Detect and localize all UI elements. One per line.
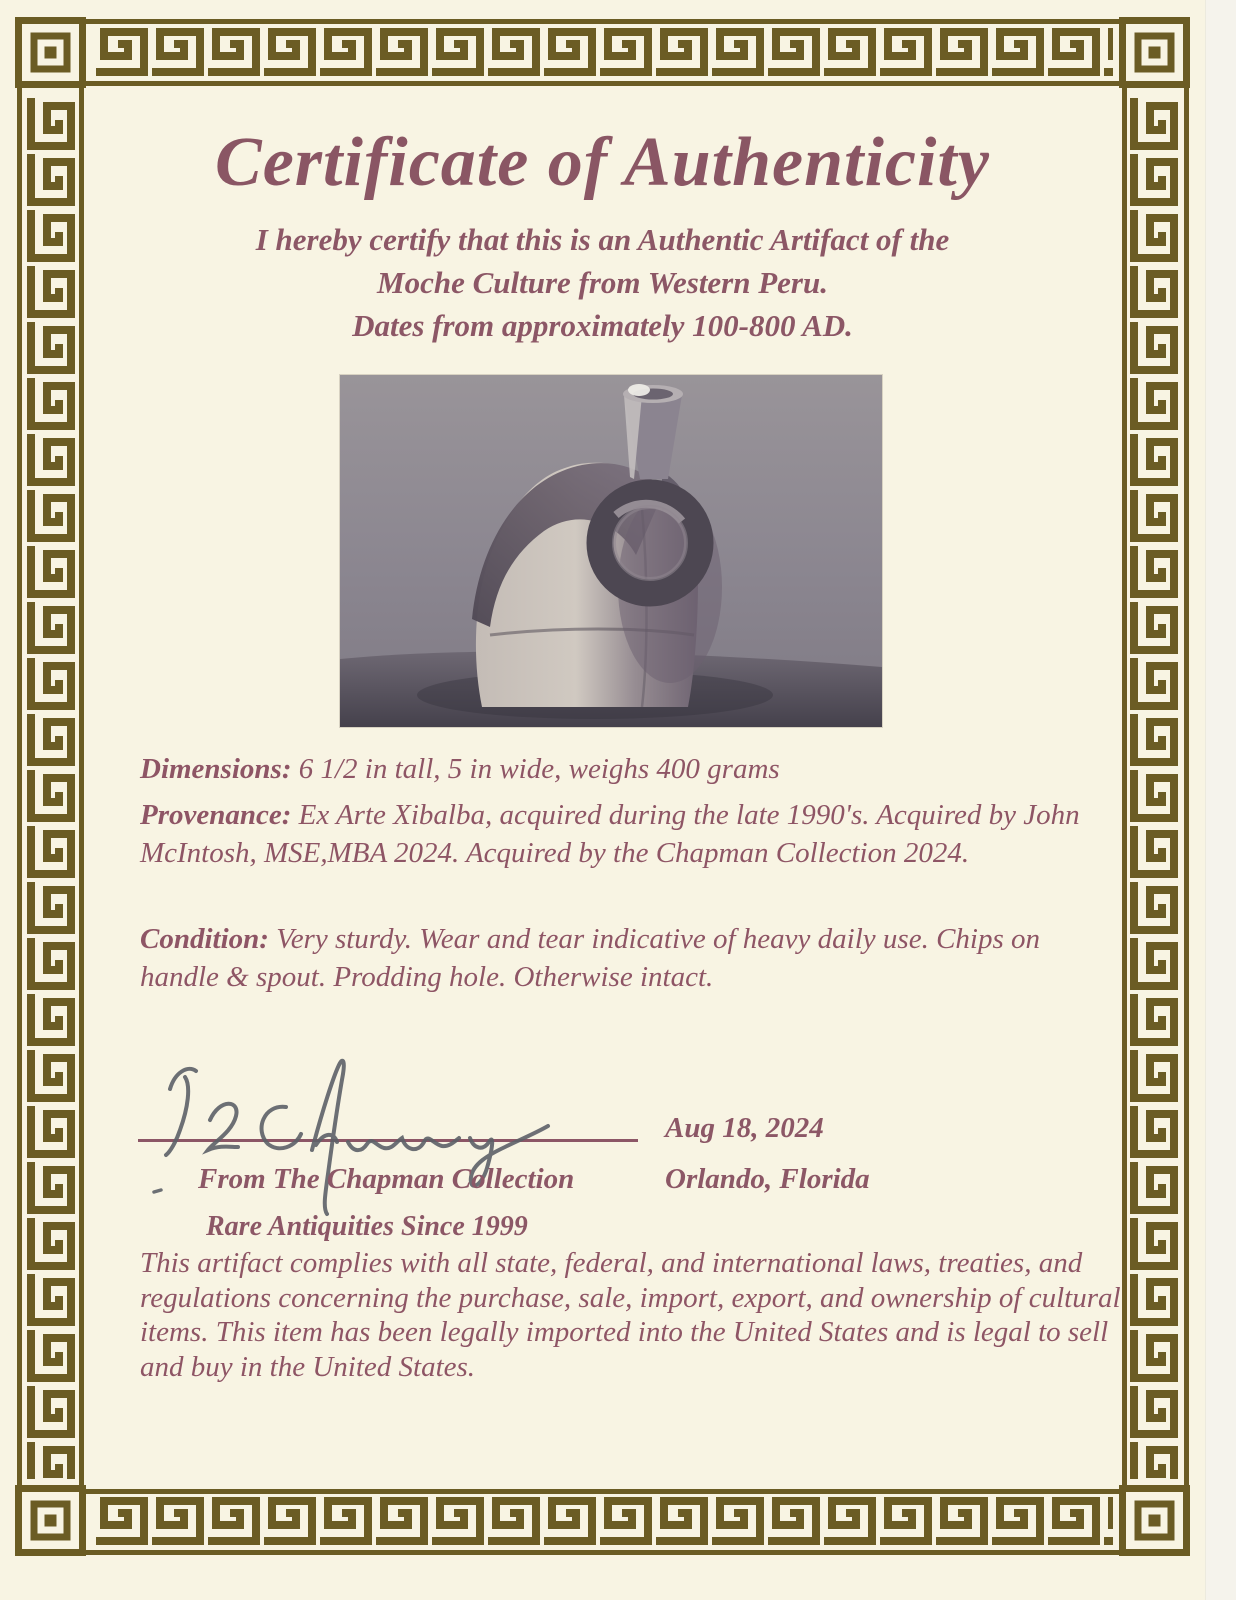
meander-band-left [27,94,75,1479]
provenance-label: Provenance: [140,799,292,831]
condition-field [140,920,1118,996]
meander-band-bottom [92,1497,1113,1545]
certificate-title: Certificate of Authenticity [215,124,990,201]
issuer-tagline: Rare Antiquities Since 1999 [206,1211,528,1242]
meander-band-top [92,28,1113,76]
border-corner-top-left [19,21,83,85]
issuer-name: From The Chapman Collection [198,1163,575,1195]
provenance-field [140,796,1118,872]
artifact-photo [340,375,882,727]
spout-chip [628,384,650,396]
signing-date: Aug 18, 2024 [665,1112,824,1144]
condition-label: Condition: [140,923,269,955]
signing-location: Orlando, Florida [665,1163,870,1195]
statement-line-2: Moche Culture from Western Peru. [377,265,828,300]
border-corner-bottom-right [1123,1489,1187,1553]
legal-statement: This artifact complies with all state, federal, and international laws, treaties, and regulations concerning the purchase, sale, import, export, and ownership of cultural items. This item has been legally imported into the United States and is legal to sell and buy in the United States. [140,1247,1121,1383]
border-corner-bottom-left [19,1489,83,1553]
dimensions-value: 6 1/2 in tall, 5 in wide, weighs 400 grams [298,753,780,785]
provenance-value: Ex Arte Xibalba, acquired during the late 1990's. Acquired by John McIntosh, MSE,MBA 2024. Acquired by the Chapman Collection 2024. [140,799,1080,869]
certification-statement [86,218,1119,347]
dimensions-label: Dimensions: [140,753,292,785]
condition-value: Very sturdy. Wear and tear indicative of heavy daily use. Chips on handle & spout. Prodding hole. Otherwise intact. [140,923,1041,993]
signature-line [138,1139,638,1142]
statement-line-1: I hereby certify that this is an Authentic Artifact of the [255,222,950,257]
border-corner-top-right [1123,21,1187,85]
statement-line-3: Dates from approximately 100-800 AD. [352,308,853,343]
meander-band-right [1130,94,1178,1479]
artifact-photo-illustration [340,375,882,727]
dimensions-field [140,750,1118,788]
